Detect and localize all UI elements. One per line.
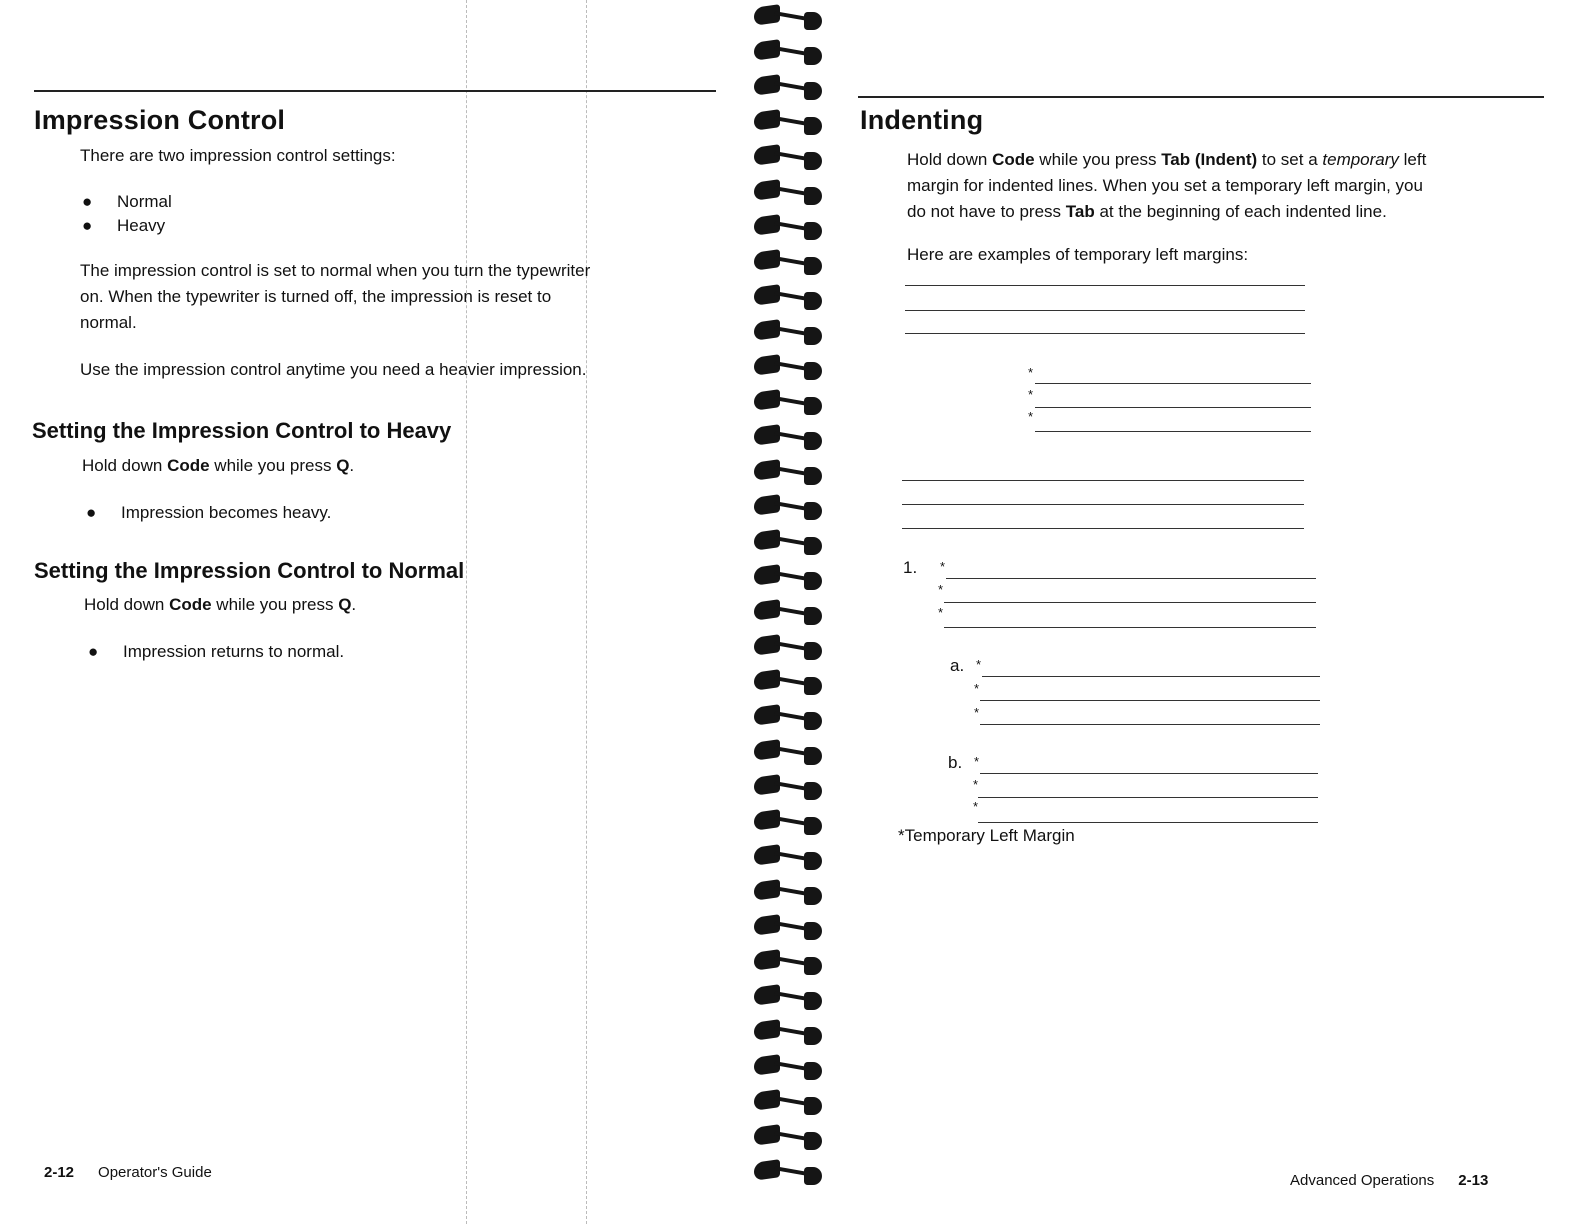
example-line	[944, 602, 1316, 603]
instruction-text: left	[1398, 150, 1427, 169]
spiral-coil	[750, 282, 826, 312]
instruction-text: Hold down	[907, 150, 993, 169]
paragraph-line: normal.	[80, 313, 137, 332]
list-item	[86, 503, 331, 523]
setting-normal: Normal	[117, 192, 172, 211]
example-line	[982, 676, 1320, 677]
page-title-indenting: Indenting	[860, 105, 984, 135]
margin-marker: *	[1028, 409, 1034, 424]
footer-title: Advanced Operations	[1290, 1172, 1435, 1189]
top-rule-left	[34, 90, 716, 92]
example-line	[946, 578, 1316, 579]
spiral-coil	[750, 72, 826, 102]
example-line	[902, 528, 1304, 529]
spiral-coil	[750, 1122, 826, 1152]
spiral-coil	[750, 772, 826, 802]
margin-marker: *	[973, 777, 979, 792]
key-q: Q	[338, 595, 352, 614]
example-line	[902, 504, 1304, 505]
example-line	[902, 480, 1304, 481]
heading-set-heavy: Setting the Impression Control to Heavy	[32, 418, 452, 443]
example-line	[944, 627, 1316, 628]
bullet-icon: ●	[82, 192, 93, 211]
spiral-coil	[750, 912, 826, 942]
instruction-heavy	[82, 453, 354, 479]
list-letter-b: b.	[948, 753, 963, 772]
example-line	[905, 333, 1305, 334]
example-line	[1035, 383, 1311, 384]
setting-heavy: Heavy	[117, 216, 166, 235]
scan-line	[586, 0, 587, 1224]
spiral-coil	[750, 877, 826, 907]
margin-marker: *	[940, 559, 946, 574]
spiral-coil	[750, 562, 826, 592]
example-line	[978, 822, 1318, 823]
spiral-coil	[750, 107, 826, 137]
key-tab-indent: Tab (Indent)	[1161, 150, 1258, 169]
spiral-coil	[750, 212, 826, 242]
footer-left	[44, 1164, 212, 1181]
paragraph-line	[907, 147, 1426, 173]
instruction-text: .	[351, 595, 357, 614]
example-line	[978, 797, 1318, 798]
result-heavy: Impression becomes heavy.	[121, 503, 332, 522]
instruction-text: Hold down	[82, 456, 168, 475]
usage-paragraph: Use the impression control anytime you need a heavier impression.	[80, 360, 587, 379]
margin-marker: *	[976, 657, 982, 672]
key-q: Q	[336, 456, 350, 475]
spiral-coil	[750, 247, 826, 277]
instruction-text: to set a	[1257, 150, 1323, 169]
paragraph-line: The impression control is set to normal when you turn the typewriter	[80, 261, 591, 280]
spiral-coil	[750, 667, 826, 697]
key-code: Code	[992, 150, 1035, 169]
spiral-coil	[750, 2, 826, 32]
list-item	[82, 216, 165, 236]
spiral-coil	[750, 1052, 826, 1082]
margin-marker: *	[974, 681, 980, 696]
spiral-coil	[750, 597, 826, 627]
margin-marker: *	[974, 754, 980, 769]
key-tab: Tab	[1065, 202, 1095, 221]
emphasis-temporary: temporary	[1322, 150, 1399, 169]
spiral-coil	[750, 1017, 826, 1047]
spiral-coil	[750, 177, 826, 207]
example-line	[905, 310, 1305, 311]
spiral-coil	[750, 807, 826, 837]
example-line	[980, 724, 1320, 725]
instruction-normal	[84, 592, 356, 618]
instruction-text: .	[349, 456, 355, 475]
spiral-coil	[750, 842, 826, 872]
instruction-text: while you press	[211, 595, 339, 614]
instruction-text: at the beginning of each indented line.	[1094, 202, 1387, 221]
spiral-coil	[750, 702, 826, 732]
margin-marker: *	[973, 799, 979, 814]
result-normal: Impression returns to normal.	[123, 642, 345, 661]
list-letter-a: a.	[950, 656, 965, 675]
footer-title: Operator's Guide	[98, 1164, 212, 1181]
example-line	[905, 285, 1305, 286]
spiral-coil	[750, 1087, 826, 1117]
spiral-coil	[750, 317, 826, 347]
footer-right	[1290, 1172, 1488, 1189]
example-line	[980, 700, 1320, 701]
spiral-coil	[750, 632, 826, 662]
spiral-coil	[750, 352, 826, 382]
paragraph-line: margin for indented lines. When you set a temporary left margin, you	[907, 176, 1423, 195]
key-code: Code	[169, 595, 212, 614]
impression-paragraph	[80, 258, 590, 336]
page-number: 2-12	[44, 1164, 75, 1181]
examples-intro: Here are examples of temporary left margins:	[907, 245, 1249, 264]
indent-instruction	[907, 147, 1426, 225]
paragraph-line	[907, 199, 1426, 225]
bullet-icon: ●	[82, 216, 93, 235]
margin-marker: *	[1028, 365, 1034, 380]
spiral-coil	[750, 387, 826, 417]
spiral-coil	[750, 947, 826, 977]
spiral-coil	[750, 142, 826, 172]
margin-marker: *	[938, 605, 944, 620]
paragraph-line: on. When the typewriter is turned off, the impression is reset to	[80, 287, 552, 306]
example-line	[1035, 407, 1311, 408]
bullet-icon: ●	[88, 642, 99, 661]
page-number: 2-13	[1458, 1172, 1489, 1189]
spiral-binding	[744, 0, 832, 1200]
spiral-coil	[750, 492, 826, 522]
instruction-text: do not have to press	[907, 202, 1066, 221]
heading-set-normal: Setting the Impression Control to Normal	[34, 558, 465, 583]
margin-marker: *	[974, 705, 980, 720]
spiral-coil	[750, 982, 826, 1012]
intro-text: There are two impression control settings:	[80, 146, 396, 165]
list-item	[82, 192, 172, 212]
example-line	[1035, 431, 1311, 432]
instruction-text: Hold down	[84, 595, 170, 614]
margin-marker: *	[1028, 387, 1034, 402]
instruction-text: while you press	[209, 456, 337, 475]
top-rule-right	[858, 96, 1544, 98]
bullet-icon: ●	[86, 503, 97, 522]
footnote: *Temporary Left Margin	[898, 826, 1075, 845]
spiral-coil	[750, 1157, 826, 1187]
instruction-text: while you press	[1034, 150, 1162, 169]
scan-line	[466, 0, 467, 1224]
example-line	[980, 773, 1318, 774]
page-title-impression-control: Impression Control	[34, 105, 286, 135]
spiral-coil	[750, 422, 826, 452]
margin-marker: *	[938, 582, 944, 597]
list-number-1: 1.	[903, 558, 918, 577]
spiral-coil	[750, 37, 826, 67]
spiral-coil	[750, 737, 826, 767]
list-item	[88, 642, 344, 662]
key-code: Code	[167, 456, 210, 475]
spiral-coil	[750, 527, 826, 557]
spiral-coil	[750, 457, 826, 487]
